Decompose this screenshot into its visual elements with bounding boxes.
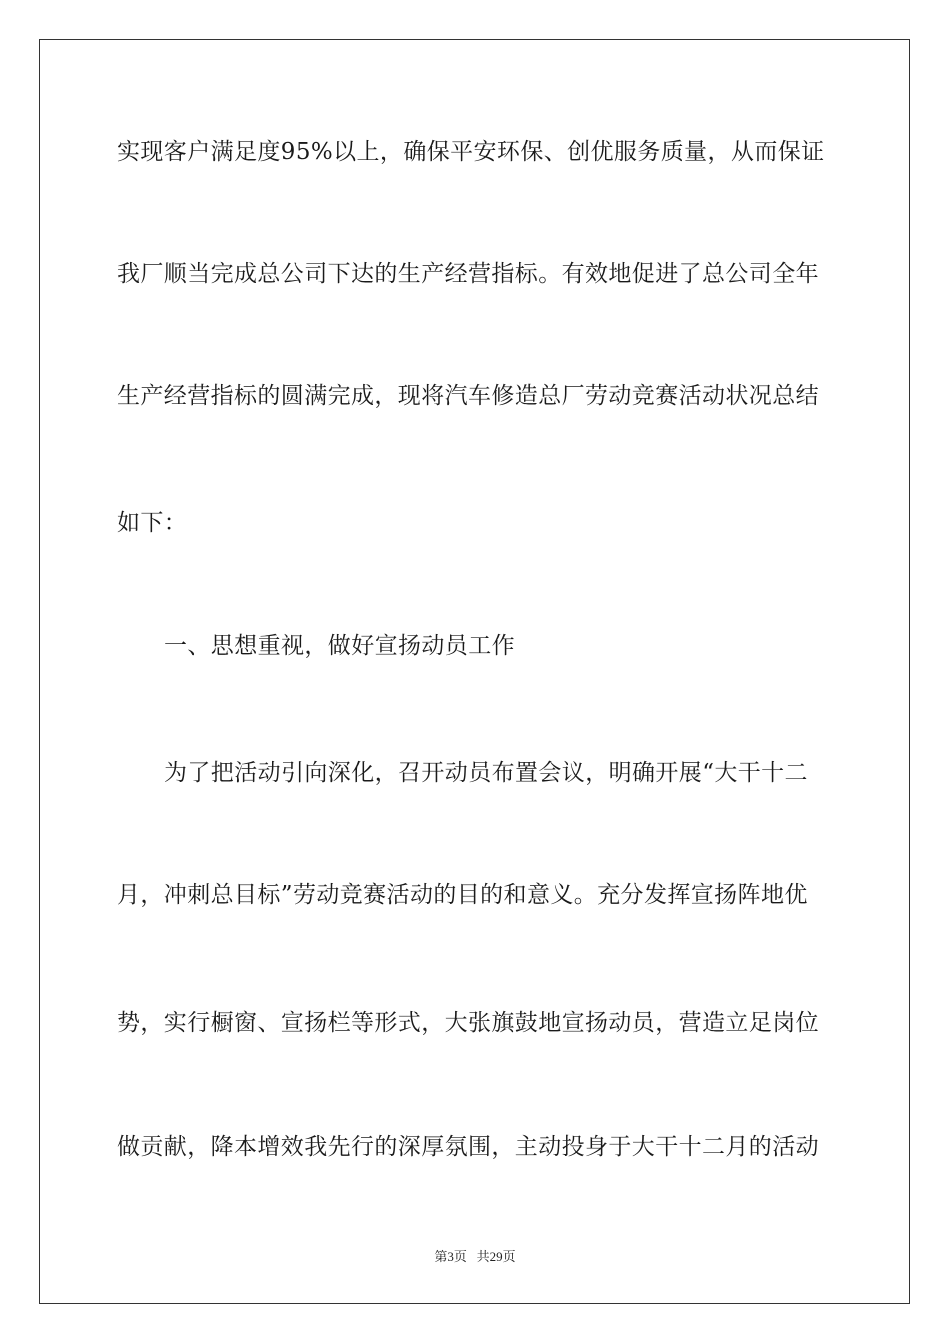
paragraph-line: 如下：	[117, 510, 188, 536]
paragraph-line: 为了把活动引向深化，召开动员布置会议，明确开展“大干十二	[164, 760, 808, 786]
paragraph-line: 实现客户满足度95%以上，确保平安环保、创优服务质量，从而保证	[117, 139, 825, 165]
paragraph-line: 势，实行橱窗、宣扬栏等形式，大张旗鼓地宣扬动员，营造立足岗位	[117, 1010, 819, 1036]
paragraph-line: 做贡献，降本增效我先行的深厚氛围，主动投身于大干十二月的活动	[117, 1134, 819, 1160]
page-number-current: 第3页	[434, 1249, 467, 1264]
page-border	[39, 39, 910, 1304]
paragraph-line: 生产经营指标的圆满完成，现将汽车修造总厂劳动竞赛活动状况总结	[117, 383, 819, 409]
section-heading: 一、思想重视，做好宣扬动员工作	[164, 633, 515, 659]
page-footer	[0, 1248, 950, 1266]
paragraph-line: 我厂顺当完成总公司下达的生产经营指标。有效地促进了总公司全年	[117, 261, 819, 287]
paragraph-line: 月，冲刺总目标”劳动竞赛活动的目的和意义。充分发挥宣扬阵地优	[117, 882, 808, 908]
page-number-total: 共29页	[476, 1249, 516, 1264]
